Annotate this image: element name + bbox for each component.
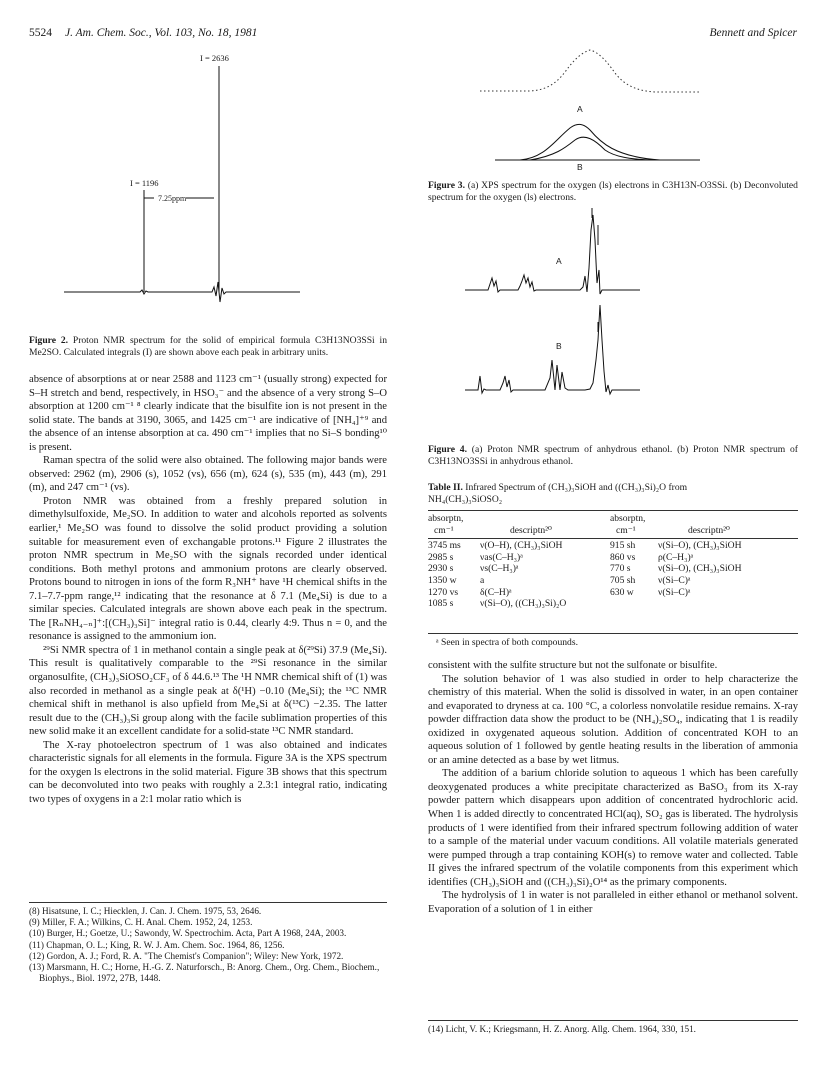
reference-8: (8) Hisatsune, I. C.; Hiecklen, J. Can. J. Chem. 1975, 53, 2646. (29, 906, 262, 916)
reference-12: (12) Gordon, A. J.; Ford, R. A. "The Chemist's Companion"; Wiley: New York, 1972. (29, 950, 344, 961)
table-cell: νs(C–H₃)ᵃ (480, 563, 519, 575)
left-paragraph-2: Raman spectra of the solid were also obtained. The following major bands were observed: 2962 (m), 2906 (s), 1052 (vs), 656 (m), 624 (s), 535 (m), 443 (m), 291 (m), and 247 cm⁻¹ (vs). (29, 455, 387, 494)
page-number: 5524 (29, 27, 52, 39)
figure-2-caption-text: Proton NMR spectrum for the solid of empirical formula C3H13NO3SSi in Me2SO. Calculated integrals (I) are shown above each peak in arbitrary units. (29, 335, 387, 358)
reference-14: (14) Licht, V. K.; Kriegsmann, H. Z. Anorg. Allg. Chem. 1964, 330, 151. (428, 1024, 696, 1034)
integral-label-top: I = 2636 (200, 53, 229, 63)
table-row (428, 540, 798, 552)
left-footnote-rule (29, 902, 387, 903)
left-paragraph-5: The X-ray photoelectron spectrum of 1 was also obtained and indicates characteristic signals for all elements in the formula. Figure 3A is the XPS spectrum for the oxygen ls electrons in the solid material. Figure 3B shows that this spectrum can be deconvoluted into two peaks with roughly a 2.3:1 integral ratio, indicating two types of oxygens in a 2:1 molar ratio which is (29, 739, 387, 805)
table-header-row (428, 513, 798, 525)
table-row (428, 552, 798, 564)
table-cell: 1270 vs (428, 586, 459, 598)
table-cell (658, 598, 798, 610)
left-paragraph-3: Proton NMR was obtained from a freshly prepared solution in dimethylsulfoxide, Me₂SO. In addition to water and alcohols reported as solvents earlier,¹ Me₂SO was found to dissolve the solid product providing a solution suitable for measurement even of exchangable protons.¹¹ Figure 2 illustrates the proton NMR spectrum in Me₂SO with the signals recorded under identical conditions. Both methyl protons and ammonium protons are clearly observed. Protons bound to nitrogen in ions of the form R₃NH⁺ have ¹H chemical shifts in the 7.1–7.7-ppm range,¹² indicating that the resonance at δ 7.1 (Me₄Si) is due to a similar species. Calculated integrals are shown above each peak in the spectrum. The [RₙNH₄₋ₙ]⁺:[(CH₃)₃Si]⁻ integral ratio is 0.44, clearly 4:9. Thus n = 0, and the resonance is assigned to the ammonium ion. (29, 495, 387, 643)
right-column-body (428, 659, 798, 916)
table-row (428, 598, 798, 610)
table-cell: 1350 w (428, 574, 457, 586)
left-references (29, 906, 387, 984)
table-cell: 915 sh (610, 540, 636, 552)
header-absorptn-2: absorptn, (610, 513, 646, 524)
figure-3-label-a: A (577, 104, 583, 114)
header-absorptn-1: absorptn, (428, 513, 464, 524)
reference-13: (13) Marsmann, H. C.; Horne, H.-G. Z. Naturforsch., B: Anorg. Chem., Org. Chem., Biochem., Biophys., Biol. 1972, 27B, 1448. (29, 962, 380, 984)
table-cell: ν(Si–O), (CH₃)₃SiOH (658, 563, 742, 575)
left-paragraph-1: absence of absorptions at or near 2588 and 1123 cm⁻¹ (usually strong) expected for S–H stretch and bend, respectively, in HSO₃⁻ and the absence of a very strong S–O absorption at 1200 cm⁻¹ ⁸ clearly indicate that the bisulfite ion is not present in the solid state. The bands at 3190, 3065, and 1425 cm⁻¹ are indicative of [NH₄]⁺⁹ and the absence of an intense absorption at ca. 490 cm⁻¹ implies that no Si–S bonding¹⁰ is present. (29, 374, 387, 453)
table-cell: 630 w (610, 586, 634, 598)
table-cell: ν(Si–O), (CH₃)₃SiOH (658, 540, 742, 552)
table-cell: ν(Si–C)ᵃ (658, 586, 691, 598)
table-cell: 770 s (610, 563, 631, 575)
figure-3-label-b: B (577, 162, 583, 172)
table-cell (610, 598, 658, 610)
header-descriptn-2: descriptn²⁰ (688, 524, 730, 536)
table-cell: ν(Si–O), ((CH₃)₃Si)₂O (480, 598, 567, 610)
figure-3-caption-label: Figure 3. (428, 180, 465, 191)
right-references (428, 1024, 798, 1035)
table-cell: 860 vs (610, 551, 636, 563)
table-cell: δ(C–H)ᵃ (480, 586, 512, 598)
figure-2-caption-label: Figure 2. (29, 335, 69, 346)
table-cell: 705 sh (610, 574, 636, 586)
table-cell: 2930 s (428, 563, 454, 575)
table-header-row-2 (428, 525, 798, 537)
ppm-label: 7.25ppm (158, 194, 187, 203)
reference-10: (10) Burger, H.; Goetze, U.; Sawondy, W. Spectrochim. Acta, Part A 1968, 24A, 2003. (29, 928, 347, 939)
right-paragraph-4: The hydrolysis of 1 in water is not paralleled in either ethanol or methanol solvent. Evaporation of a solution of 1 in either (428, 890, 798, 915)
figure-4-caption-text: (a) Proton NMR spectrum of anhydrous ethanol. (b) Proton NMR spectrum of C3H13NO3SSi in anhydrous ethanol. (428, 444, 798, 467)
table-cell: ρ(C–H₃)ᵃ (658, 551, 694, 563)
journal-citation: J. Am. Chem. Soc., Vol. 103, No. 18, 1981 (65, 27, 258, 39)
table-cell: 3745 ms (428, 540, 461, 552)
header-unit-1: cm⁻¹ (434, 524, 454, 536)
table-2-top-rule (428, 510, 798, 511)
table-row (428, 575, 798, 587)
table-2-title-text: Infrared Spectrum of (CH₃)₃SiOH and ((CH₃)₃Si)₂O from NH₄(CH₃)₃SiOSO₂ (428, 482, 688, 505)
running-authors: Bennett and Spicer (709, 27, 797, 39)
table-2-footnote: ᵃ Seen in spectra of both compounds. (436, 637, 578, 648)
table-2-title (428, 482, 748, 506)
figure-4-label-a: A (556, 256, 562, 266)
right-paragraph-3: The addition of a barium chloride solution to aqueous 1 which has been carefully deoxygenated produces a white precipitate characterized as BaSO₃ from its X-ray powder pattern which disappears upon addition of concentrated hydrochloric acid. When 1 is added directly to concentrated HCl(aq), SO₂ gas is liberated. The hydrolysis products of 1 were identified from their infrared spectrum following addition of water to a sample of the material under vacuum conditions. All volatile materials generated were pumped through a trap containing KOH(s) to remove water and collected. Table II gives the infrared spectrum of the volatile components from this experiment which identifies (CH₃)₃SiOH and ((CH₃)₃Si)₂O¹⁴ as the primary components. (428, 768, 798, 888)
table-2-title-label: Table II. (428, 482, 463, 493)
reference-9: (9) Miller, F. A.; Wilkins, C. H. Anal. Chem. 1952, 24, 1253. (29, 917, 253, 928)
figure-4-caption (428, 444, 798, 468)
table-cell: νas(C–H₃)ᵃ (480, 551, 523, 563)
table-2-bottom-rule (428, 633, 798, 634)
right-paragraph-2: The solution behavior of 1 was also studied in order to help characterize the chemistry of this material. When the solid is dissolved in water, in an open container and evaporated to dryness at ca. 100 °C, a colorless nonvolatile residue remains. X-ray powder diffraction data show the product to be (NH₄)₂SO₄, indicating that 1 is readily oxidized in oxygenated aqueous solution. Addition of concentrated KOH to an aqueous solution of 1 followed by gentle heating results in the liberation of ammonia or an amine detected as a base by wet litmus. (428, 673, 798, 766)
table-row (428, 587, 798, 599)
reference-11: (11) Chapman, O. L.; King, R. W. J. Am. Chem. Soc. 1964, 86, 1256. (29, 939, 285, 950)
table-2 (428, 513, 798, 610)
table-cell: 1085 s (428, 598, 454, 610)
figure-4-label-b: B (556, 341, 562, 351)
table-cell: ν(Si–C)ᵃ (658, 574, 691, 586)
table-cell: a (480, 574, 485, 586)
figure-4-nmr-spectra (0, 0, 827, 440)
left-paragraph-4: ²⁹Si NMR spectra of 1 in methanol contain a single peak at δ(²⁹Si) 37.9 (Me₄Si). This result is qualitatively comparable to the ²⁹Si resonance in the similar organosulfite, (CH₃)₃SiOSO₂CF₃ of δ 44.6.¹³ The ¹H NMR chemical shift of (1) was also recorded in methanol as a single peak at δ(¹H) −0.10 (Me₄Si); the ¹³C NMR chemical shift in methanol is also upfield from Me₄Si at δ(¹³C) −2.35. The latter result due to the (CH₃)₃Si group along with the facile sublimation properties of this new solid make it an excellent candidate for a solid-state ¹³C NMR standard. (29, 644, 387, 738)
header-descriptn-1: descriptn²⁰ (510, 524, 552, 536)
right-paragraph-1: consistent with the sulfite structure but not the sulfonate or bisulfite. (428, 660, 718, 671)
header-unit-2: cm⁻¹ (616, 524, 636, 536)
figure-4-caption-label: Figure 4. (428, 444, 467, 455)
integral-label-mid: I = 1196 (130, 178, 159, 188)
table-row (428, 563, 798, 575)
right-footnote-rule (428, 1020, 798, 1021)
figure-3-caption-text: (a) XPS spectrum for the oxygen (ls) electrons in C3H13N-O3SSi. (b) Deconvoluted spectrum for the oxygen (ls) electrons. (428, 180, 798, 203)
table-cell: 2985 s (428, 551, 454, 563)
table-cell: ν(O–H), (CH₃)₃SiOH (480, 540, 563, 552)
